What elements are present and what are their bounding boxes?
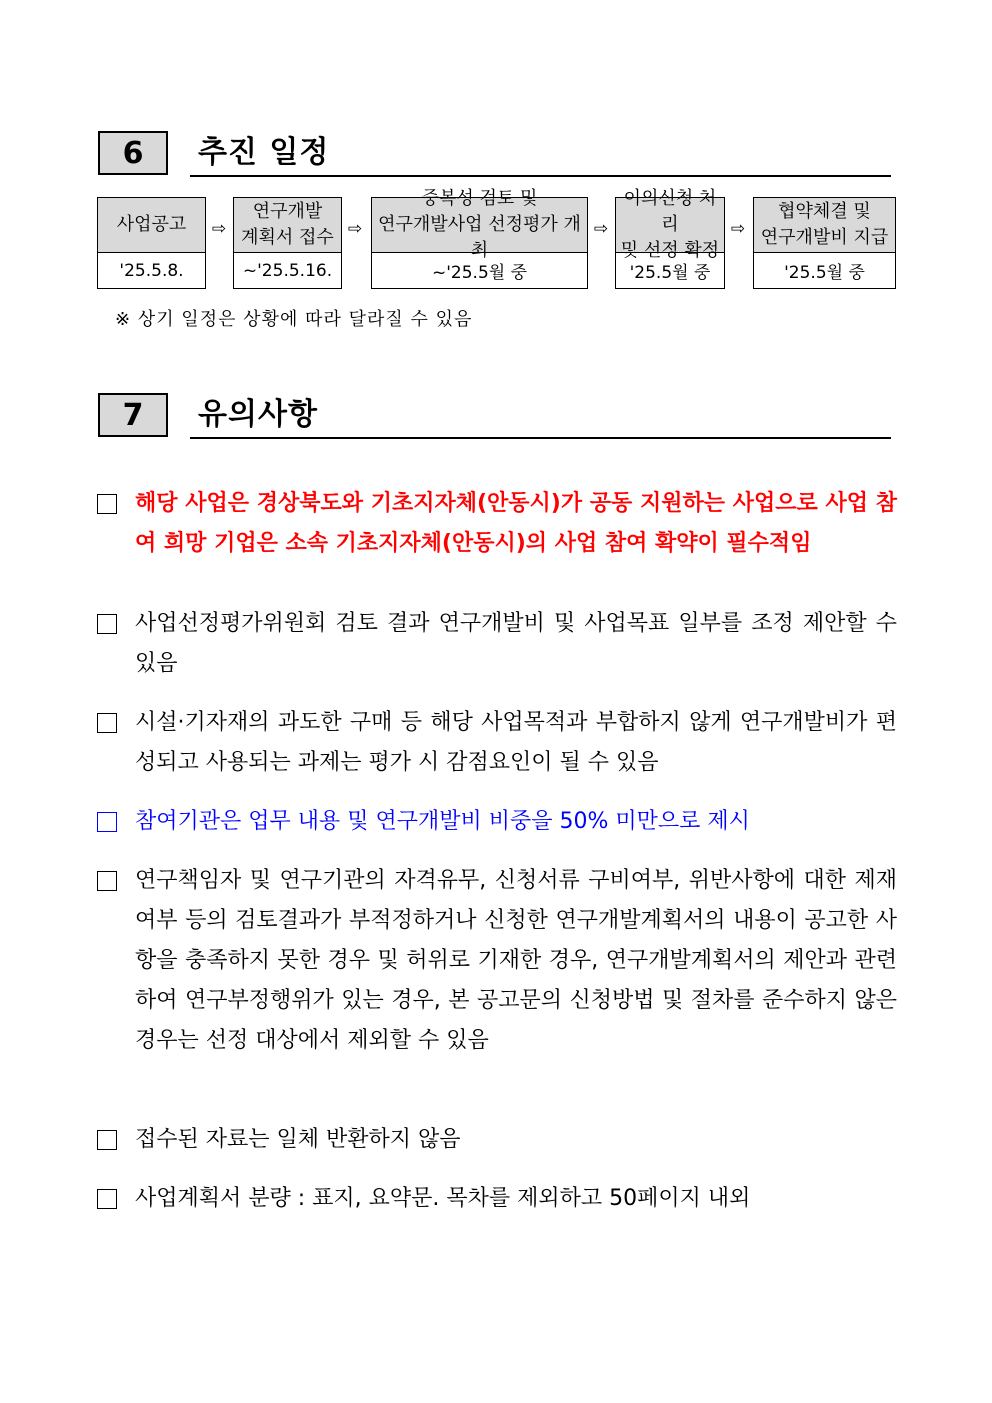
step-title: 사업공고: [97, 197, 206, 253]
schedule-step: [371, 188, 588, 291]
section-underline: [190, 437, 891, 439]
step-title-text: 협약체결 및 연구개발비 지급: [760, 201, 889, 248]
notice-item: [97, 861, 897, 1061]
notice-text: 연구책임자 및 연구기관의 자격유무, 신청서류 구비여부, 위반사항에 대한 제재여부 등의 검토결과가 부적정하거나 신청한 연구개발계획서의 내용이 공고한 사항을 충족하지 못한 경우 및 허위로 기재한 경우, 연구개발계획서의 제안과 관련하여 연구부정행위가 있는 경우, 본 공고문의 신청방법 및 절차를 준수하지 않은 경우는 선정 대상에서 제외할 수 있음: [135, 868, 897, 1053]
right-arrow-icon: ⇨: [347, 219, 363, 239]
notice-item: [97, 604, 897, 684]
checkbox-icon: [97, 1130, 117, 1150]
checkbox-icon: [97, 871, 117, 891]
schedule-step: [753, 197, 896, 291]
section-number: 6: [98, 131, 168, 175]
step-title: [615, 188, 725, 261]
schedule-note: ※ 상기 일정은 상황에 따라 달라질 수 있음: [115, 309, 473, 330]
step-title-text: 중복성 검토 및 연구개발사업 선정평가 개최: [378, 188, 581, 261]
checkbox-icon: [97, 614, 117, 634]
step-date: ~'25.5월 중: [371, 253, 588, 289]
step-date: ~'25.5.16.: [233, 253, 342, 289]
notice-text: 해당 사업은 경상북도와 기초지자체(안동시)가 공동 지원하는 사업으로 사업 참여 희망 기업은 소속 기초지자체(안동시)의 사업 참여 확약이 필수적임: [135, 491, 897, 556]
step-title: [233, 197, 342, 253]
step-title-text: 연구개발 계획서 접수: [241, 201, 334, 248]
section-6-header: [98, 131, 891, 179]
checkbox-icon: [97, 494, 117, 514]
section-underline: [190, 175, 891, 177]
section-number: 7: [98, 393, 168, 437]
notice-item: [97, 703, 897, 783]
notice-item: [97, 1120, 897, 1160]
notice-item: [97, 484, 897, 564]
schedule-flow: [97, 188, 897, 291]
section-title: 유의사항: [198, 397, 318, 432]
section-title: 추진 일정: [198, 135, 330, 170]
schedule-step: [97, 197, 206, 291]
notice-text: 사업선정평가위원회 검토 결과 연구개발비 및 사업목표 일부를 조정 제안할 수 있음: [135, 611, 897, 676]
step-title: [371, 188, 588, 261]
notice-text: 사업계획서 분량 : 표지, 요약문. 목차를 제외하고 50페이지 내외: [135, 1186, 751, 1211]
right-arrow-icon: ⇨: [593, 219, 609, 239]
schedule-step: [615, 188, 725, 291]
notice-text: 시설·기자재의 과도한 구매 등 해당 사업목적과 부합하지 않게 연구개발비가 편성되고 사용되는 과제는 평가 시 감점요인이 될 수 있음: [135, 710, 897, 775]
schedule-step: [233, 197, 342, 291]
right-arrow-icon: ⇨: [211, 219, 227, 239]
checkbox-icon: [97, 1189, 117, 1209]
notice-text: 접수된 자료는 일체 반환하지 않음: [135, 1127, 461, 1152]
checkbox-icon: [97, 713, 117, 733]
step-date: '25.5월 중: [615, 253, 725, 289]
step-date: '25.5월 중: [753, 253, 896, 289]
step-title: [753, 197, 896, 253]
notice-item: [97, 1179, 897, 1219]
notice-text: 참여기관은 업무 내용 및 연구개발비 비중을 50% 미만으로 제시: [135, 809, 750, 834]
right-arrow-icon: ⇨: [730, 219, 746, 239]
step-date: '25.5.8.: [97, 253, 206, 289]
notice-item: [97, 802, 897, 842]
checkbox-icon: [97, 812, 117, 832]
section-7-header: [98, 393, 891, 441]
step-title-text: 이의신청 처리 및 선정 확정: [620, 188, 720, 261]
